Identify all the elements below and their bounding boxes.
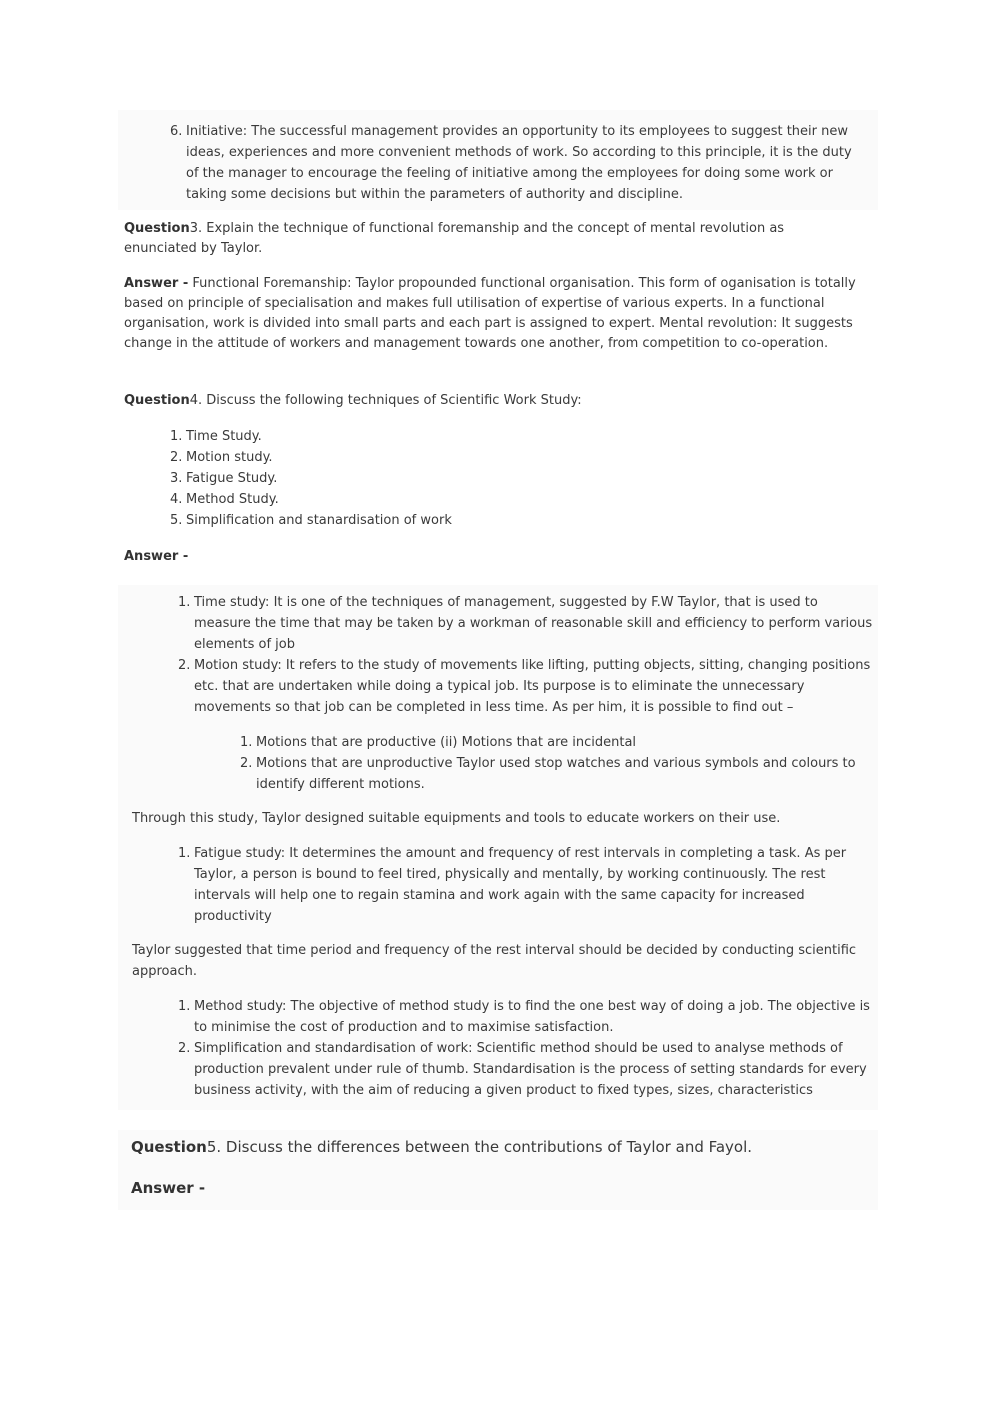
motions-sublist <box>240 732 868 795</box>
answer-list-1 <box>178 592 874 718</box>
list-item: 5. Simplification and stanardisation of work <box>170 513 452 528</box>
answer-4-label <box>124 547 814 567</box>
question-3 <box>124 219 814 259</box>
list-item: 1. Time Study. <box>170 429 262 444</box>
answer-3 <box>124 274 872 354</box>
list-item: 4. Method Study. <box>170 492 279 507</box>
paragraph-rest-interval: Taylor suggested that time period and frequency of the rest interval should be decided by conducting scientific approach. <box>132 943 857 979</box>
list-number: 6. <box>170 124 183 139</box>
answer-text: Functional Foremanship: Taylor propounded functional organisation. This form of oganisation is totally based on principle of specialisation and makes full utilisation of expertise of various experts. In a functional organisation, work is divided into small parts and each part is assigned to expert. Mental revolution: It suggests change in the attitude of workers and management towards one another, from competition to co-operation. <box>124 276 856 351</box>
question-label: Question <box>124 393 190 408</box>
list-item-method-study: 1. Method study: The objective of method study is to find the one best way of doing a job. The objective is to minimise the cost of production and to maximise satisfaction. <box>178 999 870 1035</box>
question-5 <box>131 1136 871 1158</box>
question-label: Question <box>131 1138 207 1156</box>
technique-list <box>170 426 846 531</box>
question-label: Question <box>124 221 190 236</box>
answer-list-2 <box>178 843 854 927</box>
question-4 <box>124 391 814 411</box>
answer-list-3 <box>178 996 874 1101</box>
list-item-fatigue-study: 1. Fatigue study: It determines the amount and frequency of rest intervals in completing a task. As per Taylor, a person is bound to feel tired, physically and mentally, by working continuously. The rest intervals will help one to regain stamina and work again with the same capacity for increased productivity <box>178 846 847 924</box>
answer-label: Answer - <box>124 549 189 564</box>
list-item-simplification: 2. Simplification and standardisation of work: Scientific method should be used to analyse methods of production prevalent under rule of thumb. Standardisation is the process of setting standards for every business activity, with the aim of reducing a given product to fixed types, sizes, characteristics <box>178 1041 867 1098</box>
question-text: 3. Explain the technique of functional foremanship and the concept of mental revolution as enunciated by Taylor. <box>124 221 785 256</box>
list-item: 3. Fatigue Study. <box>170 471 278 486</box>
list-item-time-study: 1. Time study: It is one of the techniques of management, suggested by F.W Taylor, that is used to measure the time that may be taken by a workman of reasonable skill and efficiency to perform various elements of job <box>178 595 873 652</box>
list-item: 1. Motions that are productive (ii) Motions that are incidental <box>240 735 637 750</box>
paragraph-through-study: Through this study, Taylor designed suitable equipments and tools to educate workers on their use. <box>132 811 781 826</box>
list-item-text: Initiative: The successful management provides an opportunity to its employees to suggest their new ideas, experiences and more convenient methods of work. So according to this principle, it is the duty of the manager to encourage the feeling of initiative among the employees for doing some work or taking some decisions but within the parameters of authority and discipline. <box>186 124 852 202</box>
list-item: 2. Motion study. <box>170 450 273 465</box>
answer-label: Answer - <box>124 276 189 291</box>
question-text: 5. Discuss the differences between the contributions of Taylor and Fayol. <box>206 1138 753 1156</box>
list-item-initiative <box>170 121 866 205</box>
answer-label: Answer - <box>131 1179 206 1197</box>
question-text: 4. Discuss the following techniques of Scientific Work Study: <box>189 393 582 408</box>
list-item-motion-study: 2. Motion study: It refers to the study of movements like lifting, putting objects, sitting, changing positions etc. that are undertaken while doing a typical job. Its purpose is to eliminate the unnecessary movements so that job can be completed in less time. As per him, it is possible to find out – <box>178 658 871 715</box>
list-item: 2. Motions that are unproductive Taylor used stop watches and various symbols and colours to identify different motions. <box>240 756 856 792</box>
answer-5-label <box>131 1177 821 1199</box>
